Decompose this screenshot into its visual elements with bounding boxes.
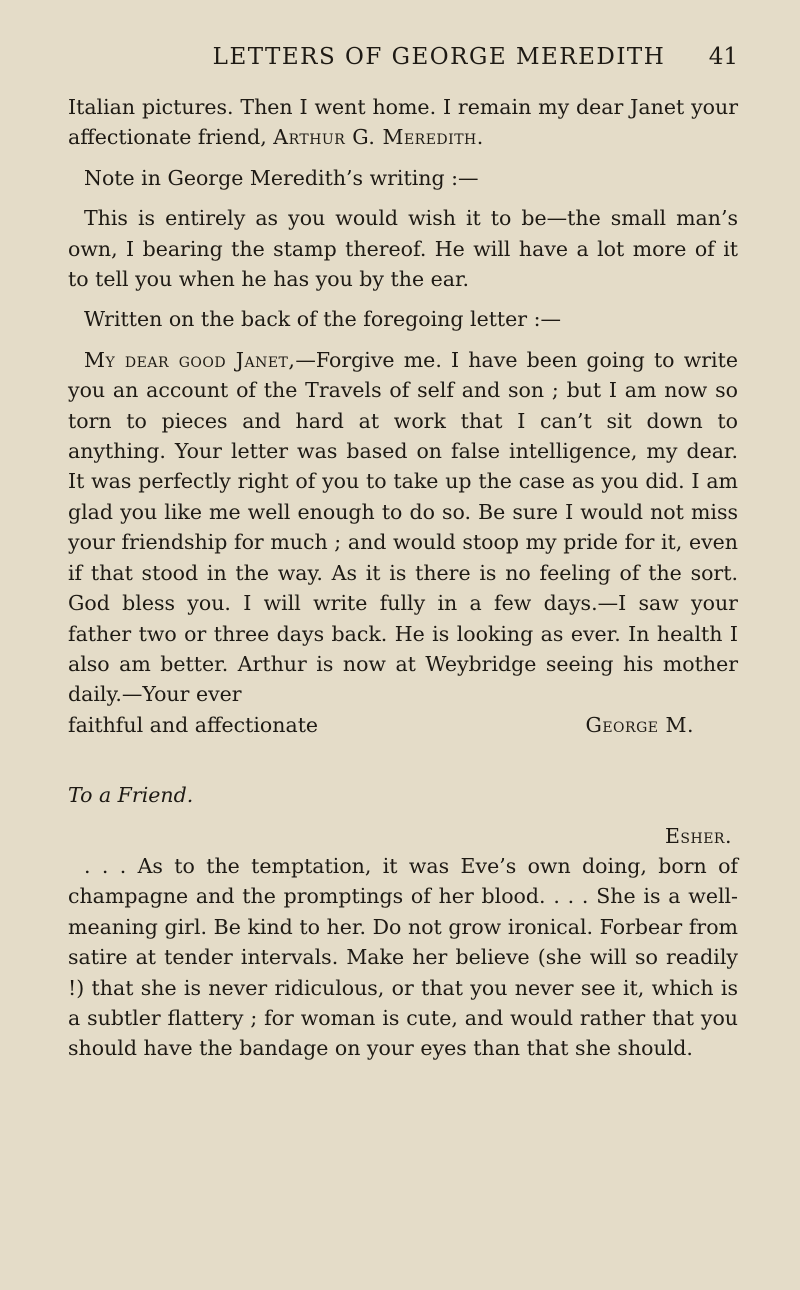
letter3-place: Esher. <box>664 823 732 848</box>
letter2-sign-line <box>68 710 738 740</box>
letter1-signature: Arthur G. Meredith. <box>273 125 484 150</box>
back-heading: Written on the back of the foregoing letter :— <box>84 307 562 332</box>
running-title: LETTERS OF GEORGE MEREDITH <box>212 44 666 70</box>
letter2-body: —Forgive me. I have been going to write you an account of the Travels of self and son ; but I am now so torn to pieces and hard at work that I can’t sit down to anything. Your letter was based on false intelligence, my dear. It was perfectly right of you to take up the case as you did. I am glad you like me well enough to do so. Be sure I would not miss your friendship for much ; and would stoop my pride for it, even if that stood in the way. As it is there is no feeling of the sort. God bless you. I will write fully in a few days.—I saw your father two or three days back. He is looking as ever. In health I also am better. Arthur is now at Weybridge seeing his mother daily.—Your ever <box>68 347 738 707</box>
letter2-body-paragraph <box>68 345 738 710</box>
letter2-salutation: My dear good Janet, <box>84 347 296 372</box>
note-body: This is entirely as you would wish it to be—the small man’s own, I bearing the stamp thereof. He will have a lot more of it to tell you when he has you by the ear. <box>68 206 738 292</box>
letter3-body: . . . As to the temptation, it was Eve’s own doing, born of champagne and the promptings of her blood. . . . She is a well-meaning girl. Be kind to her. Do not grow ironical. Forbear from satire at tender intervals. Make her believe (she will so readily !) that she is never ridiculous, or that you never see it, which is a subtler flattery ; for woman is cute, and would rather that you should have the bandage on your eyes than that she should. <box>68 853 738 1061</box>
letter3-heading: To a Friend. <box>68 783 194 808</box>
letter1-ending <box>68 92 738 153</box>
letter1-text: Italian pictures. Then I went home. I remain my dear Janet your affectionate friend, <box>68 95 738 150</box>
page-number: 41 <box>708 44 738 70</box>
letter2-signature: George M. <box>585 712 694 737</box>
note-heading: Note in George Meredith’s writing :— <box>84 165 479 190</box>
letter2-closing: faithful and affectionate <box>68 712 319 737</box>
running-head <box>68 0 738 92</box>
page-text <box>68 92 738 1064</box>
